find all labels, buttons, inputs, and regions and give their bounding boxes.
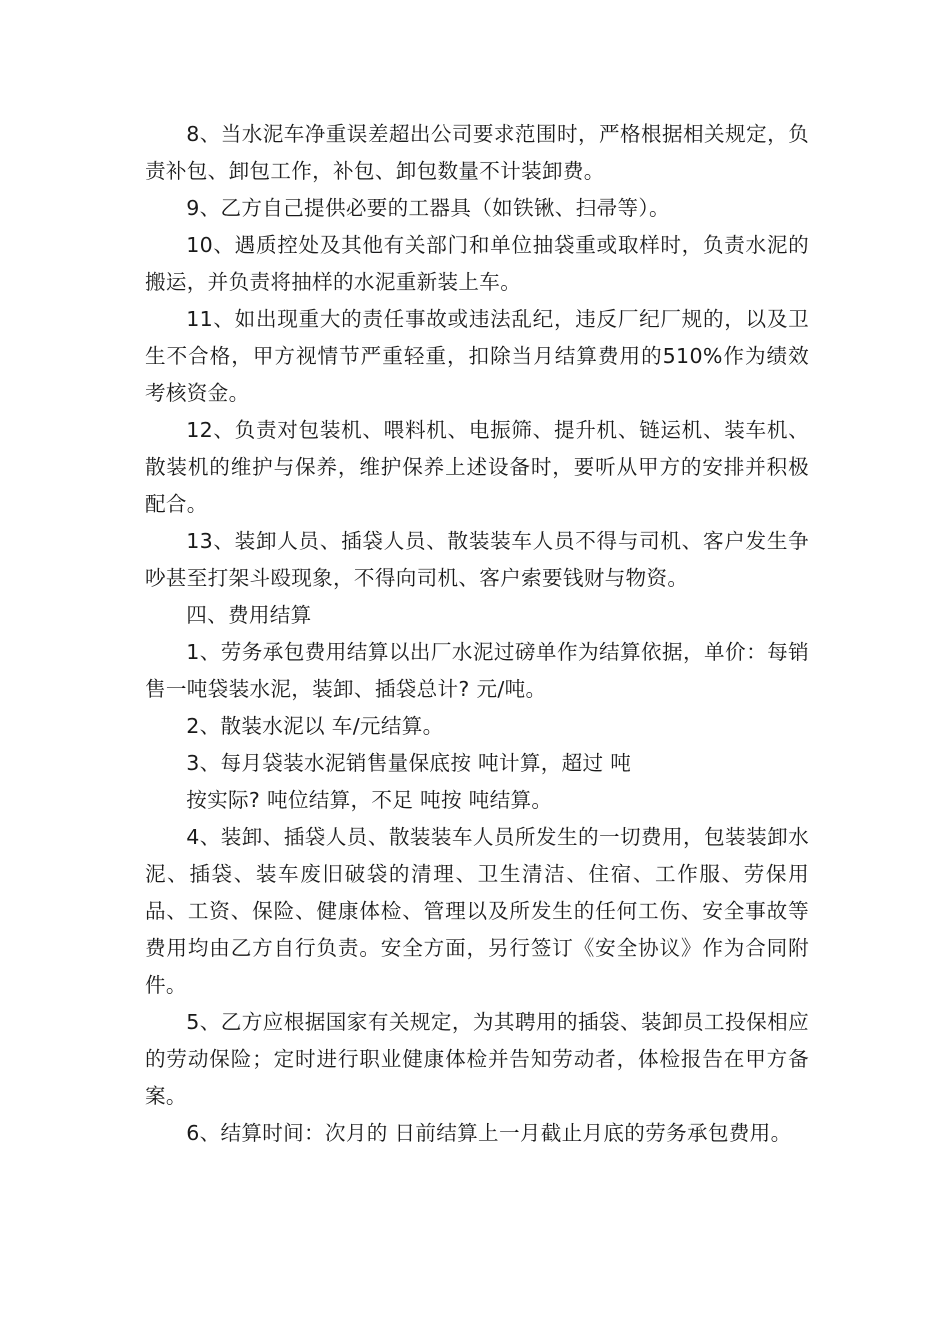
clause-11: 11、如出现重大的责任事故或违法乱纪，违反厂纪厂规的，以及卫生不合格，甲方视情节严重轻重，扣除当月结算费用的510%作为绩效考核资金。	[145, 307, 809, 405]
fee-clause-4: 4、装卸、插袋人员、散装装车人员所发生的一切费用，包装装卸水泥、插袋、装车废旧破袋的清理、卫生清洁、住宿、工作服、劳保用品、工资、保险、健康体检、管理以及所发生的任何工伤、安全事故等费用均由乙方自行负责。安全方面，另行签订《安全协议》作为合同附件。	[145, 825, 809, 997]
clause-12: 12、负责对包装机、喂料机、电振筛、提升机、链运机、装车机、散装机的维护与保养，维护保养上述设备时，要听从甲方的安排并积极配合。	[145, 418, 809, 516]
fee-clause-5: 5、乙方应根据国家有关规定，为其聘用的插袋、装卸员工投保相应的劳动保险；定时进行职业健康体检并告知劳动者，体检报告在甲方备案。	[145, 1010, 809, 1108]
fee-clause-2: 2、散装水泥以 车/元结算。	[186, 714, 444, 738]
document-body	[145, 116, 809, 1152]
section-heading-fee-settlement: 四、费用结算	[186, 603, 312, 627]
fee-clause-3: 3、每月袋装水泥销售量保底按 吨计算，超过 吨	[186, 751, 632, 775]
fee-clause-3-continued: 按实际? 吨位结算，不足 吨按 吨结算。	[186, 788, 553, 812]
clause-10: 10、遇质控处及其他有关部门和单位抽袋重或取样时，负责水泥的搬运，并负责将抽样的水泥重新装上车。	[145, 233, 809, 294]
clause-13: 13、装卸人员、插袋人员、散装装车人员不得与司机、客户发生争吵甚至打架斗殴现象，不得向司机、客户索要钱财与物资。	[145, 529, 809, 590]
clause-8: 8、当水泥车净重误差超出公司要求范围时，严格根据相关规定，负责补包、卸包工作，补包、卸包数量不计装卸费。	[145, 122, 809, 183]
fee-clause-1: 1、劳务承包费用结算以出厂水泥过磅单作为结算依据，单价：每销售一吨袋装水泥，装卸、插袋总计? 元/吨。	[145, 640, 809, 701]
fee-clause-6: 6、结算时间：次月的 日前结算上一月截止月底的劳务承包费用。	[186, 1121, 792, 1145]
clause-9: 9、乙方自己提供必要的工器具（如铁锹、扫帚等）。	[186, 196, 670, 220]
